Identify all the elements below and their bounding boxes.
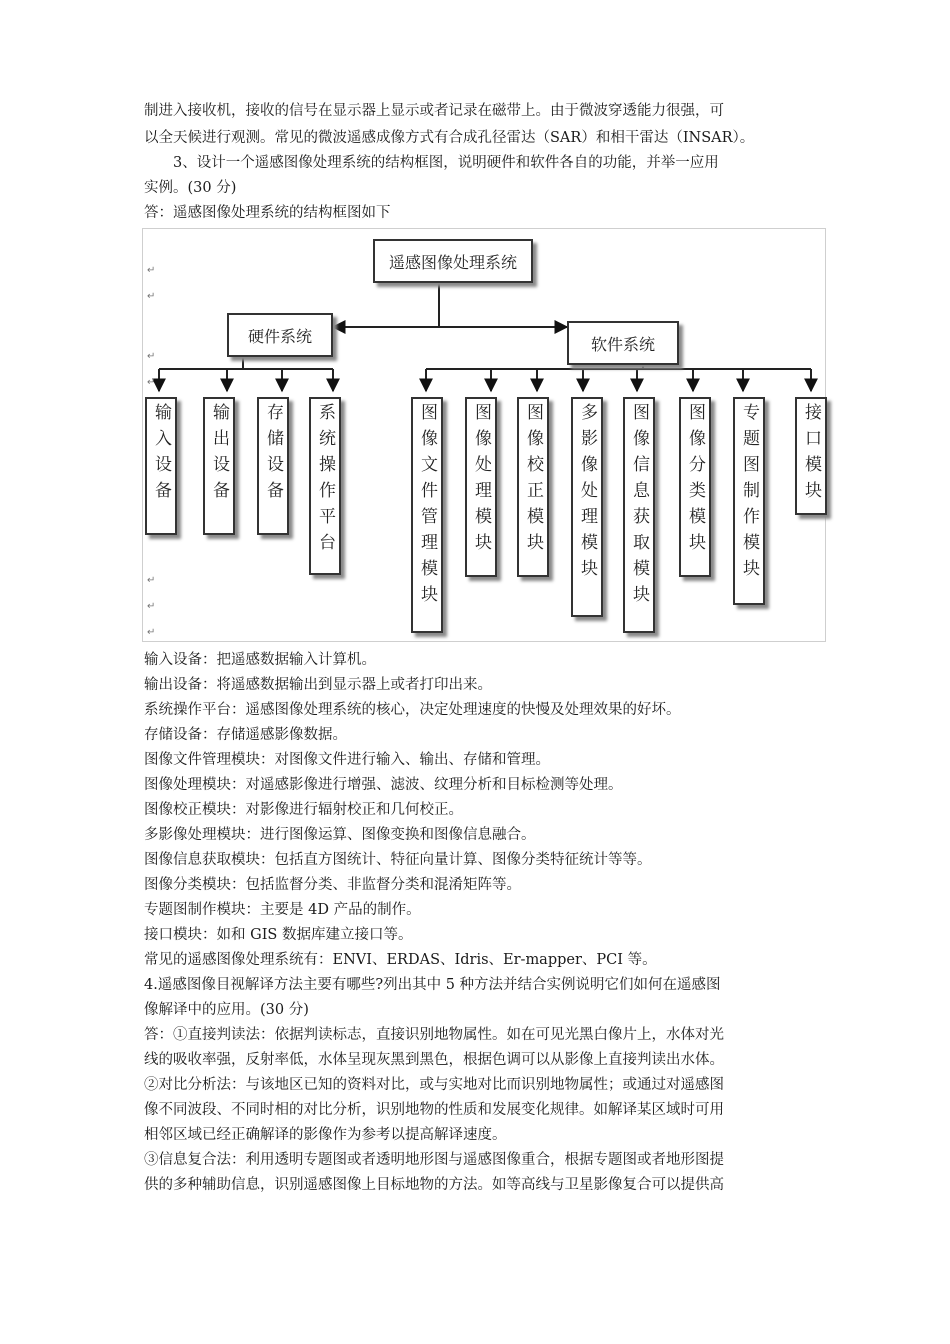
answer-line: ③信息复合法：利用透明专题图或者透明地形图与遥感图像重合，根据专题图或者地形图提 [144, 1152, 724, 1168]
body-line: 存储设备：存储遥感影像数据。 [144, 727, 347, 743]
body-line: 图像信息获取模块：包括直方图统计、特征向量计算、图像分类特征统计等等。 [144, 852, 652, 868]
node-label: 图像文件管理模块 [417, 403, 437, 611]
hardware-child-output-device [203, 397, 235, 535]
answer-line: ②对比分析法：与该地区已知的资料对比，或与实地对比而识别地物属性；或通过对遥感图 [144, 1077, 724, 1093]
node-label: 图像信息获取模块 [629, 403, 649, 611]
answer-intro: 答：遥感图像处理系统的结构框图如下 [144, 205, 391, 221]
node-label: 图像校正模块 [523, 403, 543, 559]
return-mark-icon: ↵ [147, 601, 156, 612]
intro-line-2: 以全天候进行观测。常见的微波遥感成像方式有合成孔径雷达（SAR）和相干雷达（INSAR）。 [144, 130, 755, 146]
question-4-line-2: 像解译中的应用。(30 分) [144, 1002, 309, 1018]
body-line: 图像校正模块：对影像进行辐射校正和几何校正。 [144, 802, 463, 818]
node-label: 多影像处理模块 [577, 403, 597, 585]
return-mark-icon: ↵ [147, 575, 156, 586]
structure-diagram [142, 228, 826, 642]
software-child-image-correction [517, 397, 549, 577]
return-mark-icon: ↵ [147, 351, 156, 362]
node-label: 接口模块 [801, 403, 821, 507]
software-child-file-management [411, 397, 443, 633]
question-3-line-2: 实例。(30 分) [144, 180, 237, 196]
software-child-image-processing [465, 397, 497, 577]
node-label: 输入设备 [151, 403, 171, 507]
body-line: 多影像处理模块：进行图像运算、图像变换和图像信息融合。 [144, 827, 536, 843]
software-child-classification [679, 397, 711, 577]
body-line: 输出设备：将遥感数据输出到显示器上或者打印出来。 [144, 677, 492, 693]
answer-line: 答：①直接判读法：依据判读标志，直接识别地物属性。如在可见光黑白像片上，水体对光 [144, 1027, 724, 1043]
answer-line: 相邻区域已经正确解译的影像作为参考以提高解译速度。 [144, 1127, 507, 1143]
node-label: 图像处理模块 [471, 403, 491, 559]
hardware-child-os-platform [309, 397, 341, 575]
body-line: 图像处理模块：对遥感影像进行增强、滤波、纹理分析和目标检测等处理。 [144, 777, 623, 793]
body-line: 常见的遥感图像处理系统有：ENVI、ERDAS、Idris、Er-mapper、PCI 等。 [144, 952, 657, 968]
question-4-line-1: 4.遥感图像目视解译方法主要有哪些?列出其中 5 种方法并结合实例说明它们如何在遥感图 [144, 977, 721, 993]
body-line: 系统操作平台：遥感图像处理系统的核心，决定处理速度的快慢及处理效果的好坏。 [144, 702, 681, 718]
node-label: 输出设备 [209, 403, 229, 507]
return-mark-icon: ↵ [147, 291, 156, 302]
answer-line: 供的多种辅助信息，识别遥感图像上目标地物的方法。如等高线与卫星影像复合可以提供高 [144, 1177, 724, 1193]
body-line: 接口模块：如和 GIS 数据库建立接口等。 [144, 927, 413, 943]
answer-line: 线的吸收率强，反射率低，水体呈现灰黑到黑色，根据色调可以从影像上直接判读出水体。 [144, 1052, 724, 1068]
intro-line-1: 制进入接收机，接收的信号在显示器上显示或者记录在磁带上。由于微波穿透能力很强，可 [144, 103, 724, 119]
body-line: 专题图制作模块：主要是 4D 产品的制作。 [144, 902, 421, 918]
return-mark-icon: ↵ [147, 377, 156, 388]
software-child-info-extraction [623, 397, 655, 633]
question-3-line-1: 3、设计一个遥感图像处理系统的结构框图，说明硬件和软件各自的功能，并举一应用 [144, 155, 719, 171]
root-node: 遥感图像处理系统 [373, 239, 533, 283]
body-line: 输入设备：把遥感数据输入计算机。 [144, 652, 376, 668]
body-line: 图像文件管理模块：对图像文件进行输入、输出、存储和管理。 [144, 752, 550, 768]
answer-line: 像不同波段、不同时相的对比分析，识别地物的性质和发展变化规律。如解译某区域时可用 [144, 1102, 724, 1118]
software-child-thematic-map [733, 397, 765, 605]
hardware-child-input-device [145, 397, 177, 535]
body-line: 图像分类模块：包括监督分类、非监督分类和混淆矩阵等。 [144, 877, 521, 893]
return-mark-icon: ↵ [147, 627, 156, 638]
software-node: 软件系统 [567, 321, 679, 365]
software-child-interface [795, 397, 827, 515]
node-label: 专题图制作模块 [739, 403, 759, 585]
hardware-node: 硬件系统 [227, 313, 333, 357]
node-label: 系统操作平台 [315, 403, 335, 559]
node-label: 图像分类模块 [685, 403, 705, 559]
node-label: 存储设备 [263, 403, 283, 507]
return-mark-icon: ↵ [147, 265, 156, 276]
hardware-child-storage-device [257, 397, 289, 535]
software-child-multi-image [571, 397, 603, 617]
